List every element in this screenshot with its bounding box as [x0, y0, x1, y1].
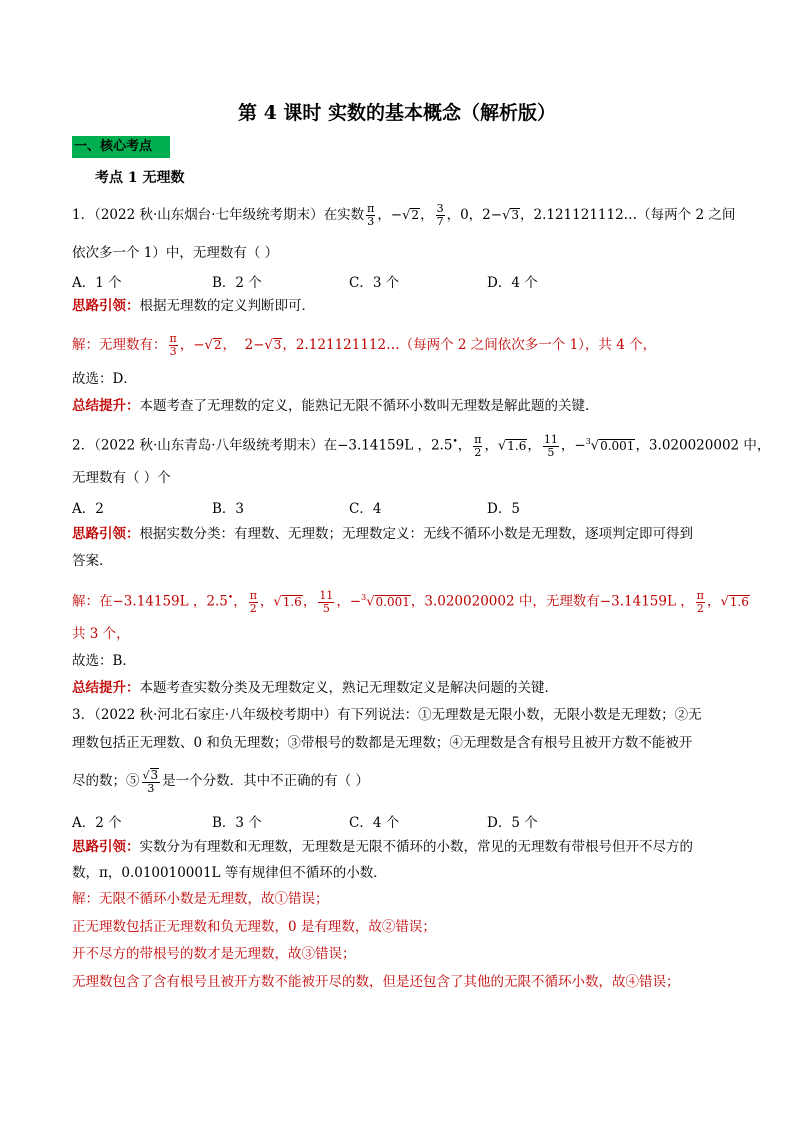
- q2-answer: 故选：B．: [72, 653, 136, 669]
- q2-hint-line1: 思路引领：根据实数分类：有理数、无理数；无理数定义：无线不循环小数是无理数，逐项判定即可得到: [72, 526, 693, 542]
- q3-hint-line1: 思路引领：实数分为有理数和无理数，无理数是无限不循环的小数，常见的无理数有带根号但开不尽方的: [72, 839, 693, 855]
- q3-solution-line1: 解：无限不循环小数是无理数，故①错误；: [72, 891, 329, 907]
- q3-option-a: A．2 个: [72, 815, 122, 831]
- q2-option-d: D．5: [487, 501, 520, 517]
- fraction-3-over-7: $\frac{3}{7}$: [436, 202, 444, 228]
- q2-solution-line1: 解：在−3.14159L ，2.5•， $\frac{\pi}{2}$ ，√1.6， $\frac{11}{5}$ ，−$^3$√0.001，3.020020002 中，无理数有−3.14159L ， $\frac{\pi}{2}$ ，√1.6: [72, 588, 749, 615]
- q2-option-a: A．2: [72, 501, 104, 517]
- q1-stem-line1: 1．（2022 秋·山东烟台·七年级统考期末）在实数 $\frac{\pi}{3}$ ，−√2， $\frac{3}{7}$ ，0，2−√3，2.121121112…（每两个 2 之间: [72, 202, 736, 228]
- q1-hint: 思路引领：根据无理数的定义判断即可．: [72, 298, 315, 314]
- q3-solution-line2: 正无理数包括正无理数和负无理数，0 是有理数，故②错误；: [72, 919, 436, 935]
- q1-summary: 总结提升：本题考查了无理数的定义，能熟记无限不循环小数叫无理数是解此题的关键．: [72, 398, 599, 414]
- page-title: 第 4 课时 实数的基本概念（解析版）: [237, 102, 557, 124]
- q1-option-c: C．3 个: [349, 275, 400, 291]
- topic-heading: 考点 1 无理数: [95, 170, 185, 186]
- q2-hint-line2: 答案．: [72, 553, 113, 569]
- q3-option-b: B．3 个: [212, 815, 262, 831]
- q1-answer: 故选：D．: [72, 371, 137, 387]
- fraction-pi-over-3: $\frac{\pi}{3}$: [367, 202, 375, 228]
- q2-solution-line2: 共 3 个，: [72, 626, 130, 642]
- q3-stem-line1: 3．（2022 秋·河北石家庄·八年级校考期中）有下列说法：①无理数是无限小数，无限小数是无理数；②无: [72, 707, 702, 723]
- q2-option-c: C．4: [349, 501, 382, 517]
- q2-stem-line2: 无理数有（ ）个: [72, 470, 171, 486]
- q3-option-c: C．4 个: [349, 815, 400, 831]
- q3-solution-line4: 无理数包含了含有根号且被开方数不能被开尽的数，但是还包含了其他的无限不循环小数，故④错误；: [72, 974, 680, 990]
- section-heading: 一、核心考点: [72, 136, 170, 158]
- q1-option-b: B．2 个: [212, 275, 262, 291]
- q3-stem-line3: 尽的数；⑤ $\frac{√3}{3}$ 是一个分数．其中不正确的有（ ）: [72, 768, 369, 795]
- q3-solution-line3: 开不尽方的带根号的数才是无理数，故③错误；: [72, 946, 356, 962]
- q3-stem-line2: 理数包括正无理数、0 和负无理数；③带根号的数都是无理数；④无理数是含有根号且被开方数不能被开: [72, 735, 693, 751]
- q3-hint-line2: 数，π，0.010010001L 等有规律但不循环的小数．: [72, 865, 387, 881]
- q1-solution: 解：无理数有： $\frac{\pi}{3}$ ，−√2， 2−√3，2.121121112…（每两个 2 之间依次多一个 1），共 4 个，: [72, 332, 657, 358]
- q1-stem-line2: 依次多一个 1）中，无理数有（ ）: [72, 245, 279, 261]
- q1-option-a: A．1 个: [72, 275, 122, 291]
- q2-stem-line1: 2．（2022 秋·山东青岛·八年级统考期末）在−3.14159L ，2.5•， $\frac{\pi}{2}$ ，√1.6， $\frac{11}{5}$ ，−$^3$√0.001，3.020020002 中，: [72, 432, 771, 459]
- q3-option-d: D．5 个: [487, 815, 538, 831]
- q2-option-b: B．3: [212, 501, 245, 517]
- q2-summary: 总结提升：本题考查实数分类及无理数定义，熟记无理数定义是解决问题的关键．: [72, 680, 558, 696]
- fraction-sqrt3-over-3: $\frac{√3}{3}$: [142, 768, 159, 795]
- q1-option-d: D．4 个: [487, 275, 538, 291]
